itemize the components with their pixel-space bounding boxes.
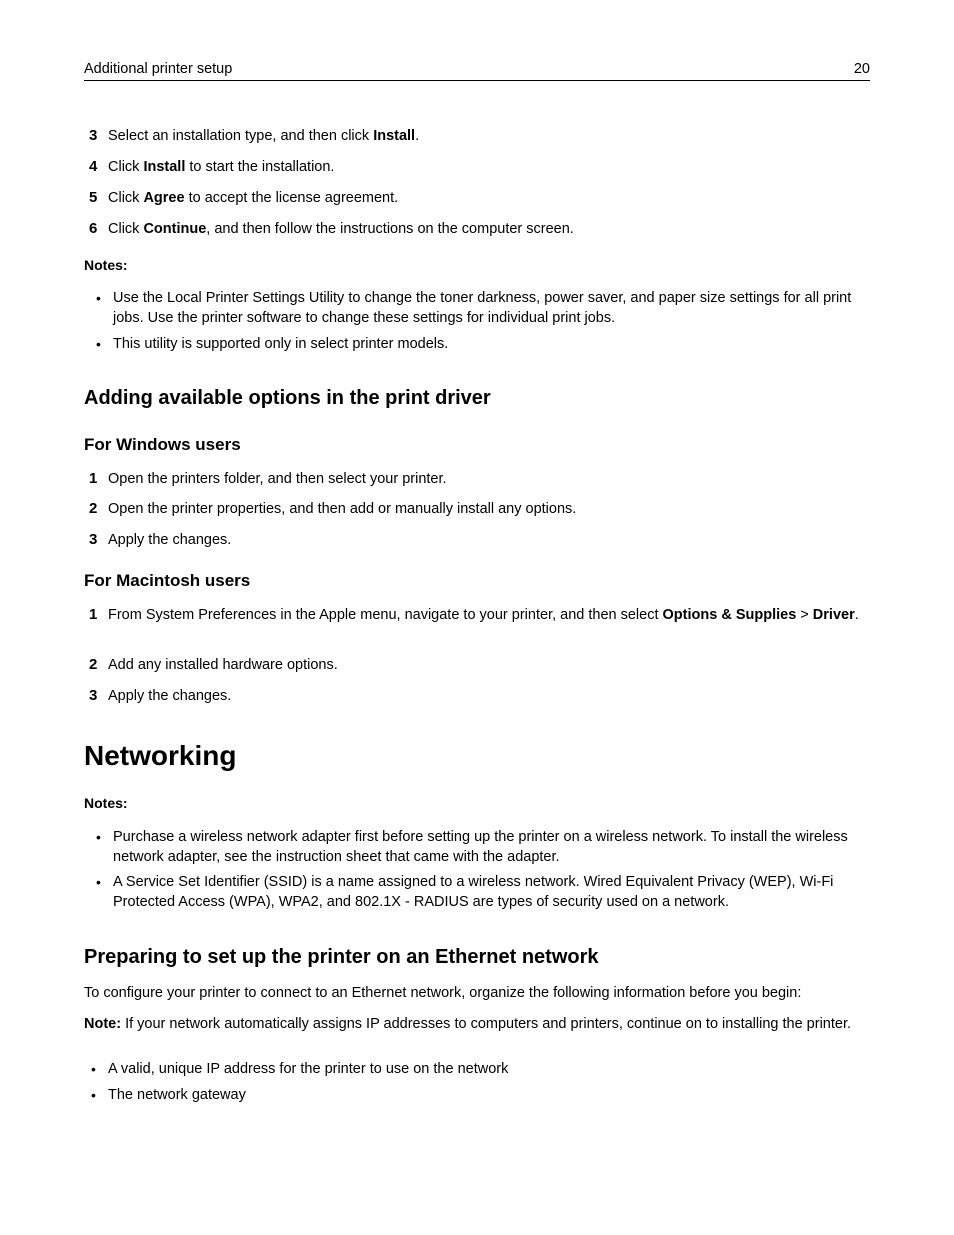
step-number: 6	[89, 220, 98, 237]
bullet-icon: •	[96, 829, 101, 845]
bullet-icon: •	[91, 1061, 96, 1077]
section-heading: Preparing to set up the printer on an Ethernet network	[84, 946, 599, 968]
page-header	[84, 60, 870, 81]
note-text: Use the Local Printer Settings Utility to change the toner darkness, power saver, and paper size settings for all print jobs. Use the printer software to change these settings for individual print jobs.	[113, 290, 852, 326]
step-number: 1	[89, 470, 98, 487]
section-heading: Adding available options in the print driver	[84, 387, 491, 409]
step-number: 5	[89, 189, 98, 206]
chapter-heading: Networking	[84, 740, 237, 771]
step-number: 3	[89, 127, 98, 144]
step-text: Click Continue, and then follow the instructions on the computer screen.	[108, 221, 574, 237]
page-number: 20	[853, 61, 870, 77]
subsection-heading: For Macintosh users	[84, 571, 251, 590]
step-number: 2	[89, 500, 98, 517]
step-text: From System Preferences in the Apple menu, navigate to your printer, and then select Options & Supplies > Driver.	[108, 607, 859, 623]
bullet-icon: •	[96, 874, 101, 890]
step-text: Add any installed hardware options.	[108, 657, 338, 673]
step-text: Select an installation type, and then click Install.	[108, 128, 420, 144]
step-text: Click Install to start the installation.	[108, 159, 335, 175]
header-section-title: Additional printer setup	[84, 61, 233, 77]
note-text: If your network automatically assigns IP addresses to computers and printers, continue on to installing the printer.	[121, 1016, 852, 1032]
intro-paragraph: To configure your printer to connect to an Ethernet network, organize the following information before you begin:	[84, 985, 802, 1001]
step-text: Open the printers folder, and then select your printer.	[108, 471, 447, 487]
step-number: 4	[89, 158, 98, 175]
step-number: 3	[89, 531, 98, 548]
step-text: Apply the changes.	[108, 532, 232, 548]
step-number: 3	[89, 687, 98, 704]
step-text: Apply the changes.	[108, 688, 232, 704]
note-text: Purchase a wireless network adapter first before setting up the printer on a wireless network. To install the wireless network adapter, see the instruction sheet that came with the adapter.	[113, 829, 848, 865]
note-text: A Service Set Identifier (SSID) is a name assigned to a wireless network. Wired Equivalent Privacy (WEP), Wi-Fi Protected Access (WPA), WPA2, and 802.1X - RADIUS are types of security used on a network.	[113, 874, 834, 910]
list-item-text: A valid, unique IP address for the printer to use on the network	[108, 1061, 509, 1077]
note-paragraph	[84, 1014, 870, 1034]
note-label: Note:	[84, 1016, 122, 1032]
step-number: 2	[89, 656, 98, 673]
list-item-text: The network gateway	[108, 1087, 246, 1103]
step-number: 1	[89, 606, 98, 623]
bullet-icon: •	[96, 290, 101, 306]
step-text: Click Agree to accept the license agreement.	[108, 190, 399, 206]
notes-label: Notes:	[84, 795, 128, 811]
bullet-icon: •	[96, 336, 101, 352]
bullet-icon: •	[91, 1087, 96, 1103]
notes-label: Notes:	[84, 257, 128, 273]
step-text: Open the printer properties, and then add or manually install any options.	[108, 501, 577, 517]
subsection-heading: For Windows users	[84, 435, 241, 454]
note-text: This utility is supported only in select printer models.	[113, 336, 449, 352]
